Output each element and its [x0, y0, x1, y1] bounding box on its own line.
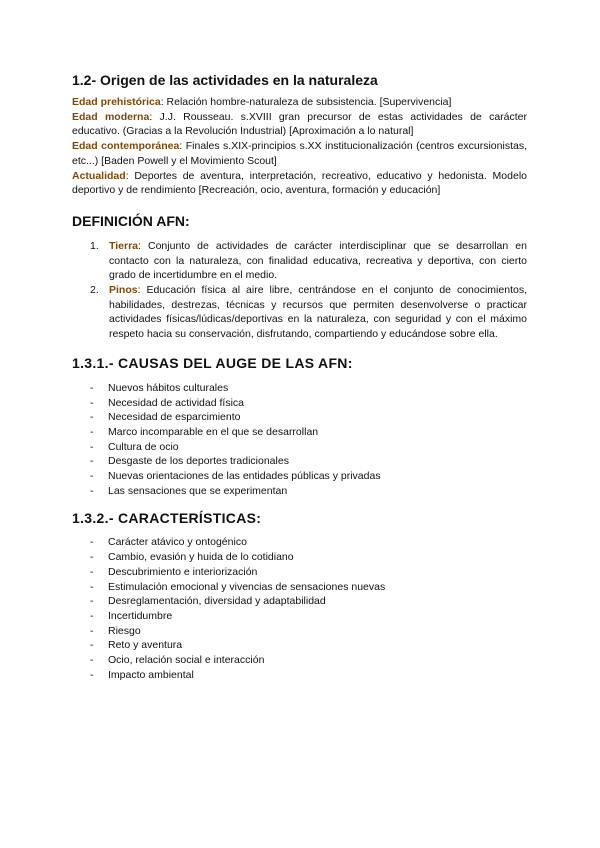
list-item [72, 550, 527, 565]
origin-item [72, 95, 527, 110]
origin-text: : Finales s.XIX-principios s.XX institucionalización (centros excursionistas, etc...) [Baden Powell y el Movimiento Scout] [72, 140, 527, 167]
dash-bullet: - [90, 440, 94, 453]
list-item [72, 565, 527, 580]
list-item [72, 668, 527, 683]
dash-bullet: - [90, 470, 94, 483]
definition-term: Pinos [109, 284, 138, 297]
list-item-text: Ocio, relación social e interacción [108, 654, 265, 667]
origin-term: Actualidad [72, 169, 126, 182]
dash-bullet: - [90, 624, 94, 637]
list-item-text: Riesgo [108, 624, 141, 637]
list-item [72, 594, 527, 609]
dash-bullet: - [90, 639, 94, 652]
dash-bullet: - [90, 580, 94, 593]
dash-bullet: - [90, 551, 94, 564]
dash-bullet: - [90, 668, 94, 681]
definition-item [72, 239, 527, 283]
list-item [72, 396, 527, 411]
list-item [72, 638, 527, 653]
list-item-text: Estimulación emocional y vivencias de sensaciones nuevas [108, 580, 386, 593]
list-item [72, 484, 527, 499]
origin-item [72, 169, 527, 198]
list-item-text: Descubrimiento e interiorización [108, 565, 258, 578]
list-item [72, 425, 527, 440]
list-item [72, 609, 527, 624]
characteristics-list [72, 535, 527, 682]
list-item [72, 381, 527, 396]
origin-item [72, 110, 527, 139]
definition-text: : Educación física al aire libre, centrándose en el conjunto de conocimientos, habilidades, destrezas, técnicas y recursos que permiten desenvolverse o practicar actividades físicas/lúdicas/deportivas en la naturaleza, con seguridad y con el máximo respeto hacia su conservación, disfrutando, compartiendo y educándose sobre ella. [109, 284, 527, 341]
definition-number: 2. [90, 284, 99, 297]
origin-item [72, 139, 527, 168]
dash-bullet: - [90, 654, 94, 667]
dash-bullet: - [90, 609, 94, 622]
definition-list [72, 239, 527, 342]
dash-bullet: - [90, 381, 94, 394]
section-causes-title: 1.3.1.- CAUSAS DEL AUGE DE LAS AFN: [72, 354, 353, 371]
origin-term: Edad prehistórica [72, 96, 161, 108]
list-item-text: Necesidad de actividad física [108, 396, 244, 409]
dash-bullet: - [90, 425, 94, 438]
list-item-text: Nuevos hábitos culturales [108, 381, 229, 394]
definition-text: : Conjunto de actividades de carácter interdisciplinar que se desarrollan en contacto con la naturaleza, con finalidad educativa, recreativa y deportiva, con cierto grado de incertidumbre en el medio. [109, 239, 527, 282]
list-item-text: Marco incomparable en el que se desarrollan [108, 425, 319, 438]
list-item [72, 469, 527, 484]
origin-text: : Deportes de aventura, interpretación, recreativo, educativo y hedonista. Modelo deportivo y de rendimiento [Recreación, ocio, aventura, formación y educación] [72, 169, 527, 197]
list-item-text: Impacto ambiental [108, 668, 194, 681]
dash-bullet: - [90, 484, 94, 497]
section-origin-title: 1.2- Origen de las actividades en la naturaleza [72, 72, 378, 88]
list-item-text: Desreglamentación, diversidad y adaptabilidad [108, 595, 326, 608]
list-item [72, 624, 527, 639]
list-item-text: Carácter atávico y ontogénico [108, 536, 247, 549]
list-item [72, 454, 527, 469]
definition-number: 1. [90, 239, 99, 252]
dash-bullet: - [90, 595, 94, 608]
dash-bullet: - [90, 411, 94, 424]
list-item [72, 580, 527, 595]
list-item-text: Cultura de ocio [108, 440, 179, 453]
list-item-text: Cambio, evasión y huida de lo cotidiano [108, 551, 294, 564]
origin-text: : J.J. Rousseau. s.XVIII gran precursor de estas actividades de carácter educativo. (Gracias a la Revolución Industrial) [Aproximación a lo natural] [72, 110, 528, 138]
dash-bullet: - [90, 536, 94, 549]
list-item-text: Nuevas orientaciones de las entidades públicas y privadas [108, 470, 381, 483]
dash-bullet: - [90, 396, 94, 409]
definition-term: Tierra [109, 239, 138, 252]
list-item-text: Desgaste de los deportes tradicionales [108, 455, 289, 468]
list-item [72, 535, 527, 550]
list-item [72, 440, 527, 455]
list-item-text: Necesidad de esparcimiento [108, 411, 241, 424]
dash-bullet: - [90, 455, 94, 468]
list-item-text: Las sensaciones que se experimentan [108, 484, 288, 497]
dash-bullet: - [90, 565, 94, 578]
section-characteristics-title: 1.3.2.- CARACTERÍSTICAS: [72, 510, 262, 527]
origin-term: Edad contemporánea [72, 140, 180, 153]
origin-list [72, 95, 527, 198]
list-item [72, 410, 527, 425]
list-item-text: Incertidumbre [108, 609, 173, 622]
document-page [72, 70, 527, 683]
causes-list [72, 381, 527, 499]
list-item-text: Reto y aventura [108, 639, 183, 652]
origin-term: Edad moderna [72, 110, 150, 123]
origin-text: : Relación hombre-naturaleza de subsistencia. [Supervivencia] [160, 96, 452, 108]
section-definition-title: DEFINICIÓN AFN: [72, 212, 190, 229]
list-item [72, 653, 527, 668]
definition-item [72, 283, 527, 342]
